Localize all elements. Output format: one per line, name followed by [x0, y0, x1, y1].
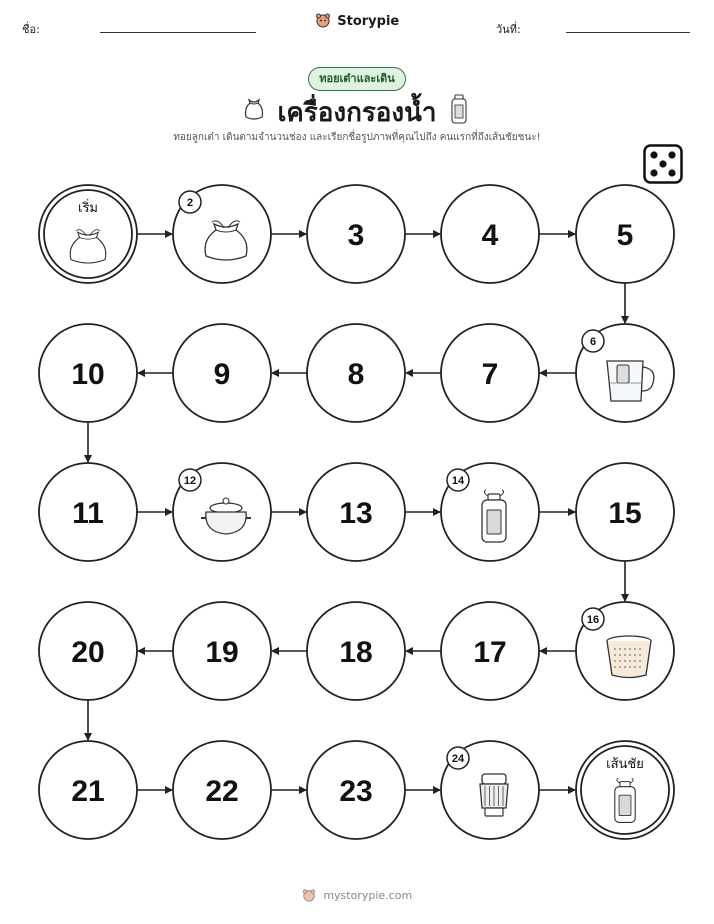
board-space [173, 463, 271, 561]
board-space [39, 463, 137, 561]
space-number-badge: 14 [451, 475, 465, 487]
board-space [307, 185, 405, 283]
board-space [576, 185, 674, 283]
board-space [173, 185, 271, 283]
space-number-badge: 12 [183, 475, 197, 487]
space-number-badge: 6 [589, 336, 597, 348]
board-space [441, 741, 539, 839]
board-space [39, 741, 137, 839]
board-space [173, 324, 271, 422]
board-space [307, 324, 405, 422]
footer [0, 888, 714, 902]
space-number: 19 [205, 636, 239, 669]
space-number: 5 [616, 219, 634, 252]
board-space [576, 602, 674, 700]
space-number-badge: 16 [586, 614, 600, 626]
space-number: 9 [213, 358, 231, 391]
page-title: เครื่องกรองน้ำ [277, 98, 437, 128]
board-space [39, 324, 137, 422]
board-space [441, 324, 539, 422]
footer-site: mystorypie.com [323, 889, 413, 902]
board-space [441, 463, 539, 561]
board-space [441, 185, 539, 283]
space-number: 3 [347, 219, 365, 252]
space-number: 23 [339, 775, 373, 808]
space-number: 21 [71, 775, 105, 808]
space-number: 22 [205, 775, 239, 808]
filter-cup-icon [607, 636, 651, 678]
board-space [307, 463, 405, 561]
board-space [576, 463, 674, 561]
space-number: 4 [481, 219, 499, 252]
space-number: 13 [339, 497, 373, 530]
board-space [576, 324, 674, 422]
space-number: 8 [347, 358, 365, 391]
board-space [173, 741, 271, 839]
board-space [307, 741, 405, 839]
board-space [173, 602, 271, 700]
instructions: ทอยลูกเต๋า เดินตามจำนวนช่อง และเรียกชื่อรูปภาพที่คุณไปถึง คนแรกที่ถึงเส้นชัยชนะ! [173, 132, 541, 143]
space-number: 15 [608, 497, 642, 530]
space-number: 11 [72, 497, 104, 530]
game-tag: ทอยเต๋าและเดิน [308, 67, 406, 91]
space-number: 7 [481, 358, 499, 391]
space-number: 17 [473, 636, 507, 669]
space-number-badge: 24 [451, 753, 465, 765]
board-space [39, 602, 137, 700]
finish-space [576, 741, 674, 839]
start-label: เริ่ม [78, 201, 98, 216]
storypie-logo-icon [302, 888, 316, 902]
name-label: ชื่อ: [22, 23, 40, 36]
space-number: 20 [71, 636, 105, 669]
space-number: 18 [339, 636, 373, 669]
board-space [307, 602, 405, 700]
start-space [39, 185, 137, 283]
brand-name: Storypie [337, 14, 400, 29]
space-number-badge: 2 [186, 197, 194, 209]
space-number: 10 [71, 358, 105, 391]
date-label: วันที่: [496, 23, 521, 36]
board-space [441, 602, 539, 700]
finish-label: เส้นชัย [606, 757, 644, 772]
